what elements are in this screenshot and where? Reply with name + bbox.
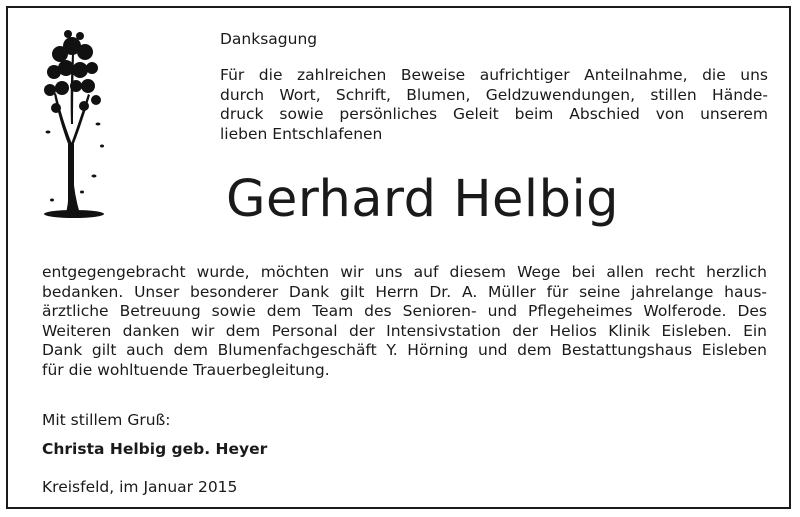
body-line: bedanken. Unser besonderer Dank gilt Herrn Dr. A. Müller für seine jahrelange haus- (42, 282, 767, 301)
body-line: für die wohltuende Trauerbegleitung. (42, 360, 330, 379)
intro-line: lieben Entschlafenen (220, 124, 383, 143)
body-line: Dank gilt auch dem Blumenfachgeschäft Y. Hörning und dem Bestattungshaus Eisleben (42, 341, 767, 359)
signer-name: Christa Helbig geb. Heyer (42, 440, 268, 458)
intro-line: Für die zahlreichen Beweise aufrichtiger Anteilnahme, die uns (220, 66, 768, 84)
closing-greeting: Mit stillem Gruß: (42, 411, 171, 429)
place-date: Kreisfeld, im Januar 2015 (42, 478, 238, 496)
body-line: entgegengebracht wurde, möchten wir uns auf diesem Wege bei allen recht herzlich (42, 263, 767, 281)
intro-paragraph (220, 66, 768, 144)
intro-line: durch Wort, Schrift, Blumen, Geldzuwendungen, stillen Hände- (220, 85, 768, 104)
deceased-name: Gerhard Helbig (226, 170, 620, 229)
heading-danksagung: Danksagung (220, 30, 318, 48)
tree-icon (40, 24, 110, 224)
obituary-notice-frame (6, 6, 791, 509)
body-paragraph (42, 263, 767, 380)
body-line: Weiteren danken wir dem Personal der Intensivstation der Helios Klinik Eisleben. Ein (42, 321, 767, 340)
body-line: ärztliche Betreuung sowie dem Team des Senioren- und Pflegeheimes Wolferode. Des (42, 302, 767, 320)
intro-line: druck sowie persönliches Geleit beim Abschied von unserem (220, 105, 768, 123)
